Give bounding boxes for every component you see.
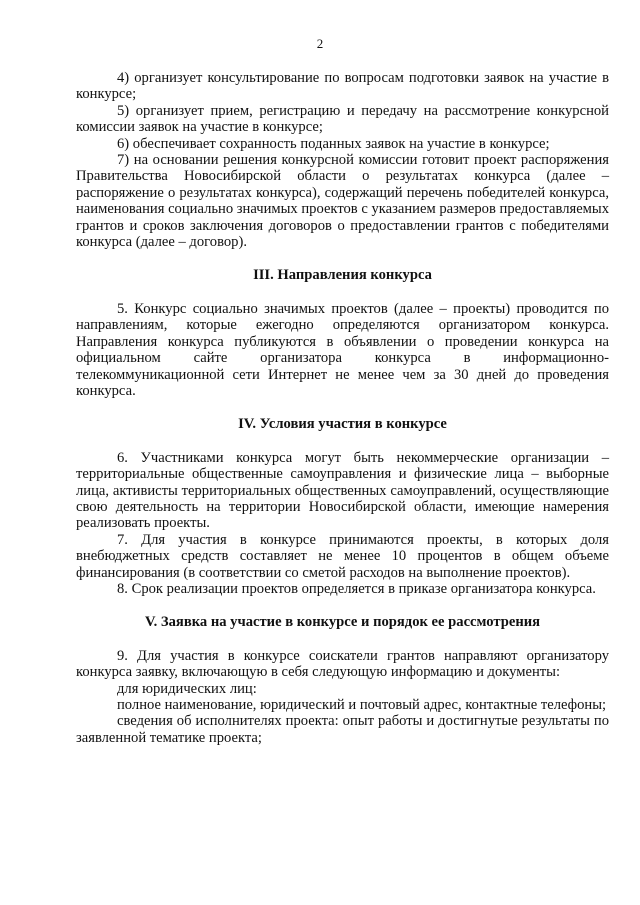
paragraph-clause-6: 6. Участниками конкурса могут быть некоммерческие организации – территориальные общественные самоуправления и физические лица – выборные лица, активисты территориальных общественных самоуправлений, осуществляющие свою деятельность на территории Новосибирской области, имеющие намерения реализовать проекты. — [76, 449, 609, 532]
paragraph-item-6: 6) обеспечивает сохранность поданных заявок на участие в конкурсе; — [117, 135, 550, 152]
section-heading-v: V. Заявка на участие в конкурсе и порядок ее рассмотрения — [144, 614, 541, 631]
paragraph-clause-7: 7. Для участия в конкурсе принимаются проекты, в которых доля внебюджетных средств составляет не менее 10 процентов в общем объеме финансирования (в соответствии со сметой расходов на выполнение проектов). — [76, 531, 609, 581]
paragraph-item-5: 5) организует прием, регистрацию и передачу на рассмотрение конкурсной комиссии заявок на участие в конкурсе; — [76, 102, 609, 136]
paragraph-clause-9: 9. Для участия в конкурсе соискатели грантов направляют организатору конкурса заявку, включающую в себя следующую информацию и документы: — [76, 647, 609, 681]
paragraph-executors: сведения об исполнителях проекта: опыт работы и достигнутые результаты по заявленной тематике проекта; — [76, 713, 609, 746]
section-heading-iii: III. Направления конкурса — [253, 267, 432, 284]
document-body — [76, 70, 609, 746]
section-heading-iv: IV. Условия участия в конкурсе — [238, 416, 447, 433]
paragraph-clause-8: 8. Срок реализации проектов определяется в приказе организатора конкурса. — [117, 580, 596, 597]
paragraph-clause-5: 5. Конкурс социально значимых проектов (далее – проекты) проводится по направлениям, которые ежегодно определяются организатором конкурса. Направления конкурса публикуются в объявлении о проведении конкурса на официальном сайте организатора конкурса в информационно-телекоммуникационной сети Интернет не менее чем за 30 дней до проведения конкурса. — [76, 300, 609, 399]
page-number: 2 — [316, 36, 324, 51]
paragraph-full-name: полное наименование, юридический и почтовый адрес, контактные телефоны; — [117, 697, 607, 713]
paragraph-legal-entities: для юридических лиц: — [117, 680, 257, 697]
paragraph-item-7: 7) на основании решения конкурсной комиссии готовит проект распоряжения Правительства Новосибирской области о результатах конкурса (далее – распоряжение о результатах конкурса), содержащий перечень победителей конкурса, наименования социально значимых проектов с указанием размеров предоставляемых грантов и сроков заключения договоров о предоставлении грантов с победителями конкурса (далее – договор). — [76, 152, 610, 251]
paragraph-item-4: 4) организует консультирование по вопросам подготовки заявок на участие в конкурсе; — [76, 70, 609, 103]
